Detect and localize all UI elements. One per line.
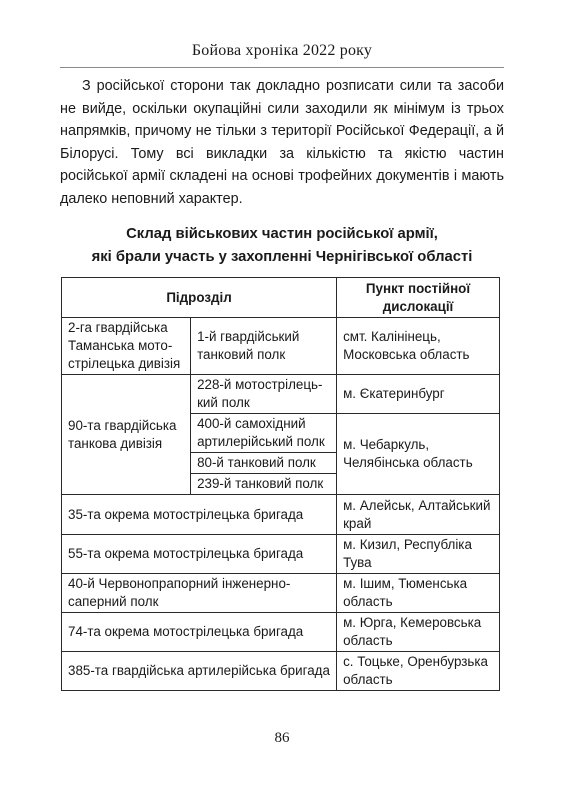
table-row: [62, 495, 500, 535]
header-divider: [60, 67, 504, 68]
location-cell: смт. Калінінець, Московська область: [337, 318, 500, 375]
table-row: [62, 318, 500, 375]
table-title: [60, 223, 504, 269]
units-table: [61, 277, 500, 691]
table-title-line-2: які брали участь у захопленні Чернігівської області: [91, 249, 473, 265]
location-cell: м. Кизил, Республіка Тува: [337, 535, 500, 574]
division-cell: 2-га гвардійська Таманська мотострілецька дивізія: [62, 318, 191, 375]
location-cell: м. Алейськ, Алтайський край: [337, 495, 500, 535]
subunit-cell: 228-й мотострілецький полк: [191, 375, 337, 414]
table-row: [62, 535, 500, 574]
table-row: [62, 375, 500, 414]
subunit-cell: 239-й танковий полк: [191, 474, 337, 495]
header-unit: Підрозділ: [62, 278, 337, 318]
unit-cell: 40-й Червонопрапорний інженерно-саперний полк: [62, 574, 337, 613]
intro-paragraph: З російської сторони так докладно розписати сили та засоби не вийде, оскільки окупаційні сили заходили як мінімум із трьох напрямків, причому не тільки з території Російської Федерації, а й Білорусі. Тому всі викладки за кількістю та якістю частин російської армії складені на основі трофейних документів і мають далеко неповний характер.: [60, 78, 504, 207]
unit-cell: 55-та окрема мотострілецька бригада: [62, 535, 337, 574]
table-row: [62, 613, 500, 652]
table-row: [62, 652, 500, 691]
subunit-cell: 1-й гвардійський танковий полк: [191, 318, 337, 375]
location-cell: м. Ішим, Тюменська область: [337, 574, 500, 613]
location-cell: м. Чебаркуль, Челябінська область: [337, 414, 500, 495]
unit-cell: 35-та окрема мотострілецька бригада: [62, 495, 337, 535]
unit-cell: 385-та гвардійська артилерійська бригада: [62, 652, 337, 691]
running-head: Бойова хроніка 2022 року: [191, 42, 373, 59]
header-location: Пункт постійної дислокації: [337, 278, 500, 318]
division-cell: 90-та гвардійська танкова дивізія: [62, 375, 191, 495]
location-cell: м. Юрга, Кемеровська область: [337, 613, 500, 652]
subunit-cell: 80-й танковий полк: [191, 453, 337, 474]
table-row: [62, 574, 500, 613]
unit-cell: 74-та окрема мотострілецька бригада: [62, 613, 337, 652]
table-title-line-1: Склад військових частин російської армії,: [126, 226, 438, 242]
page-number: 86: [274, 730, 290, 746]
subunit-cell: 400-й самохідний артилерійський полк: [191, 414, 337, 453]
table-header-row: [62, 278, 500, 318]
location-cell: м. Єкатеринбург: [337, 375, 500, 414]
location-cell: с. Тоцьке, Оренбурзька область: [337, 652, 500, 691]
